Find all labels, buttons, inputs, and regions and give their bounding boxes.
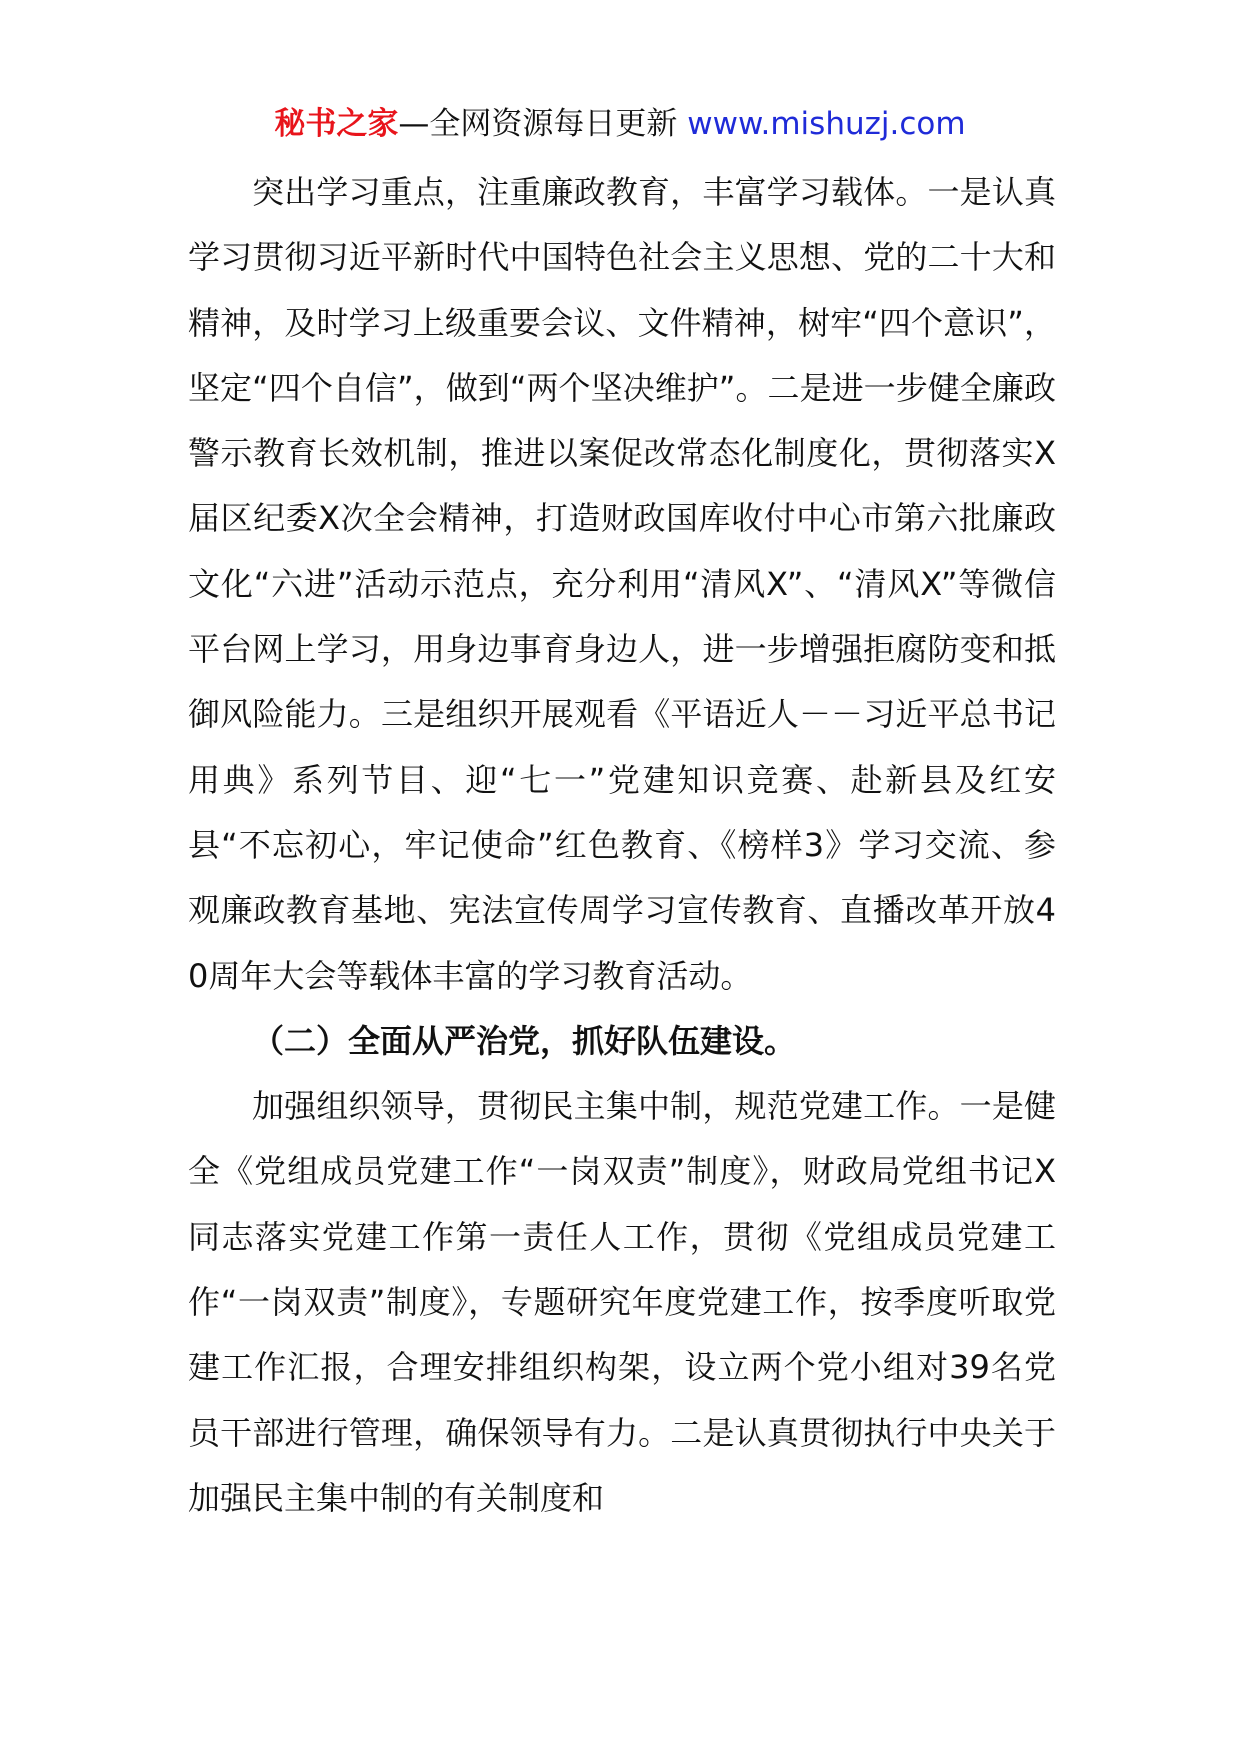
brand-name: 秘书之家 [274,106,399,142]
page-header [0,100,1240,148]
header-tagline: —全网资源每日更新 [398,106,678,142]
document-body [188,160,1056,1531]
section-heading-2: （二）全面从严治党，抓好队伍建设。 [252,1021,797,1060]
paragraph-organization: 加强组织领导，贯彻民主集中制，规范党建工作。一是健全《党组成员党建工作“一岗双责”制度》，财政局党组书记X同志落实党建工作第一责任人工作，贯彻《党组成员党建工作“一岗双责”制度》，专题研究年度党建工作，按季度听取党建工作汇报，合理安排组织构架，设立两个党小组对39名党员干部进行管理，确保领导有力。二是认真贯彻执行中央关于加强民主集中制的有关制度和 [188,1087,1056,1517]
site-url-link[interactable]: www.mishuzj.com [687,106,966,142]
paragraph-study: 突出学习重点，注重廉政教育，丰富学习载体。一是认真学习贯彻习近平新时代中国特色社会主义思想、党的二十大和精神，及时学习上级重要会议、文件精神，树牢“四个意识”，坚定“四个自信”，做到“两个坚决维护”。二是进一步健全廉政警示教育长效机制，推进以案促改常态化制度化，贯彻落实X届区纪委X次全会精神，打造财政国库收付中心市第六批廉政文化“六进”活动示范点，充分利用“清风X”、“清风X”等微信平台网上学习，用身边事育身边人，进一步增强拒腐防变和抵御风险能力。三是组织开展观看《平语近人－－习近平总书记用典》系列节目、迎“七一”党建知识竞赛、赴新县及红安县“不忘初心，牢记使命”红色教育、《榜样3》学习交流、参观廉政教育基地、宪法宣传周学习宣传教育、直播改革开放40周年大会等载体丰富的学习教育活动。 [188,173,1056,995]
